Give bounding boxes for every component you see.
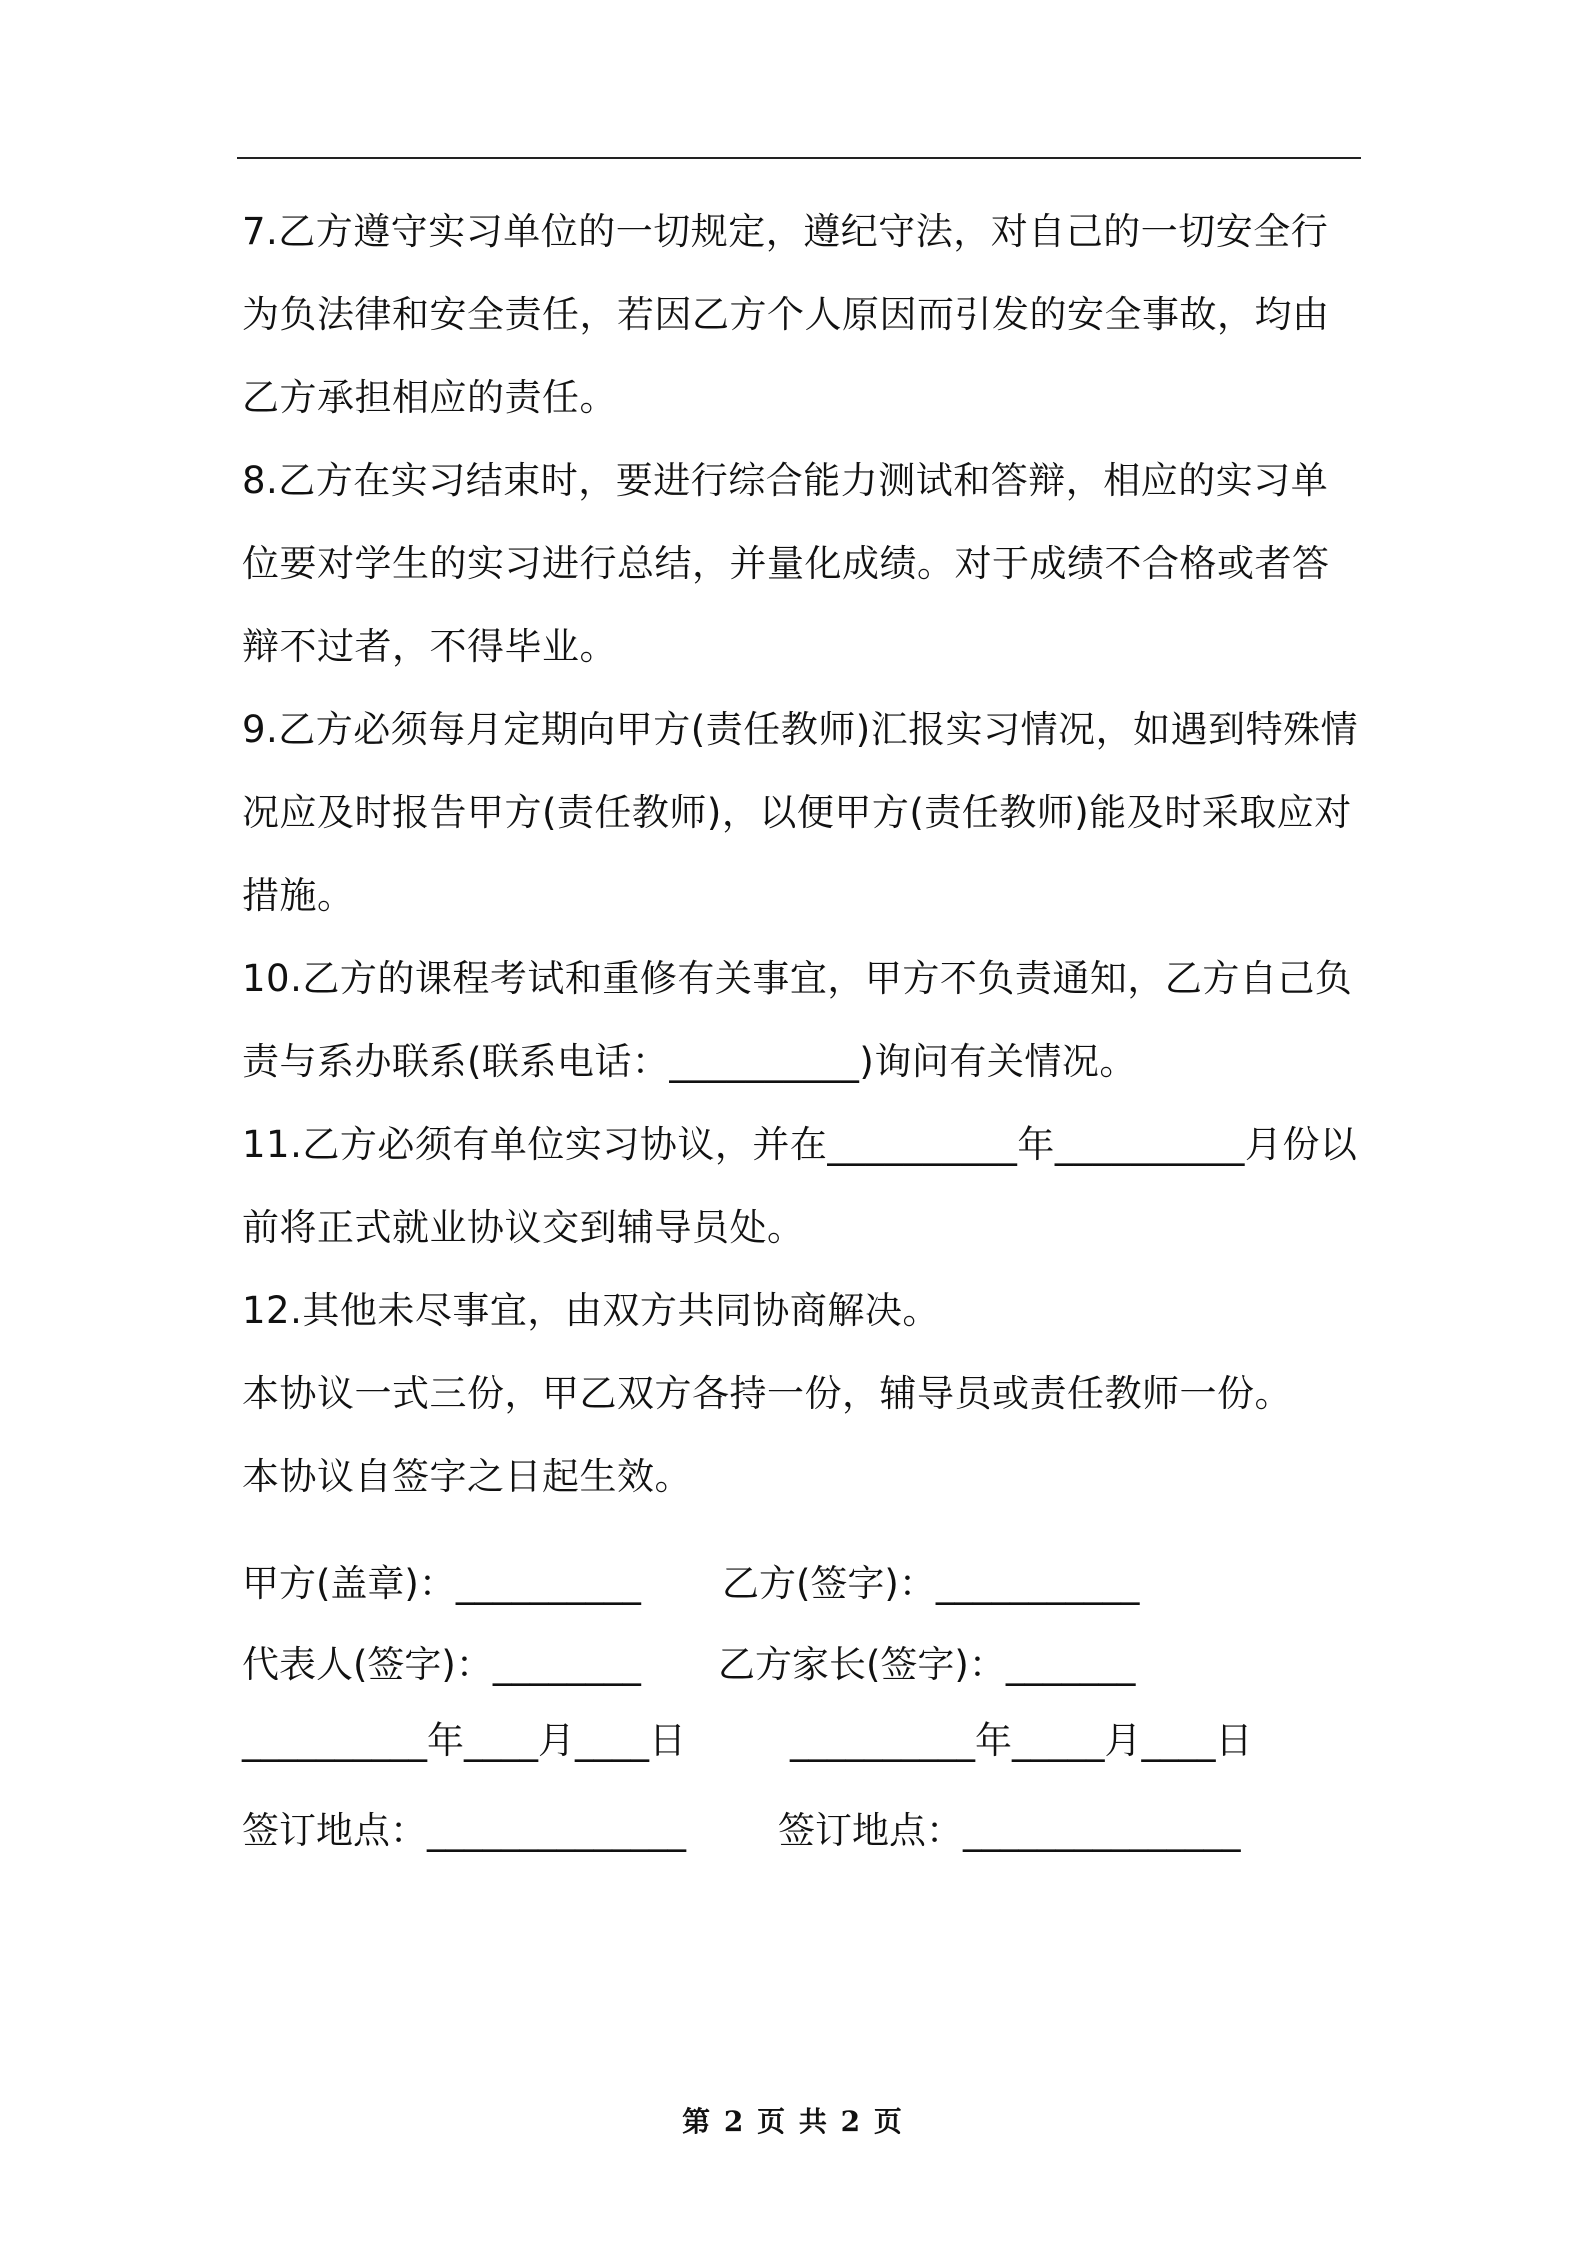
clause-11: 11.乙方必须有单位实习协议，并在__________年__________月份以前将正式就业协议交到辅导员处。 — [242, 1123, 1358, 1249]
place-line-right: 签订地点：_______________ — [778, 1809, 1241, 1852]
party-b-sign-line: 乙方(签字)：___________ — [722, 1562, 1140, 1605]
header-rule — [237, 157, 1361, 159]
agreement-body — [242, 190, 1362, 1518]
clause-10: 10.乙方的课程考试和重修有关事宜，甲方不负责通知，乙方自己负责与系办联系(联系电话：__________)询问有关情况。 — [242, 957, 1353, 1083]
effective-statement: 本协议自签字之日起生效。 — [242, 1455, 692, 1498]
clause-8: 8.乙方在实习结束时，要进行综合能力测试和答辩，相应的实习单位要对学生的实习进行总结，并量化成绩。对于成绩不合格或者答辩不过者，不得毕业。 — [242, 459, 1330, 668]
date-line-right: __________年_____月____日 — [790, 1719, 1253, 1762]
party-a-seal-line: 甲方(盖章)：__________ — [242, 1562, 641, 1605]
copies-statement: 本协议一式三份，甲乙双方各持一份，辅导员或责任教师一份。 — [242, 1372, 1292, 1415]
clause-12: 12.其他未尽事宜，由双方共同协商解决。 — [242, 1289, 940, 1332]
clause-9: 9.乙方必须每月定期向甲方(责任教师)汇报实习情况，如遇到特殊情况应及时报告甲方(责任教师)，以便甲方(责任教师)能及时采取应对措施。 — [242, 708, 1359, 917]
clause-7: 7.乙方遵守实习单位的一切规定，遵纪守法，对自己的一切安全行为负法律和安全责任，若因乙方个人原因而引发的安全事故，均由乙方承担相应的责任。 — [242, 210, 1330, 419]
page-number-footer: 第 2 页 共 2 页 — [682, 2105, 904, 2138]
place-line-left: 签订地点：______________ — [242, 1809, 686, 1852]
representative-sign-line: 代表人(签字)：________ — [242, 1643, 641, 1686]
party-b-parent-sign-line: 乙方家长(签字)：_______ — [718, 1643, 1136, 1686]
date-line-left: __________年____月____日 — [242, 1719, 686, 1762]
